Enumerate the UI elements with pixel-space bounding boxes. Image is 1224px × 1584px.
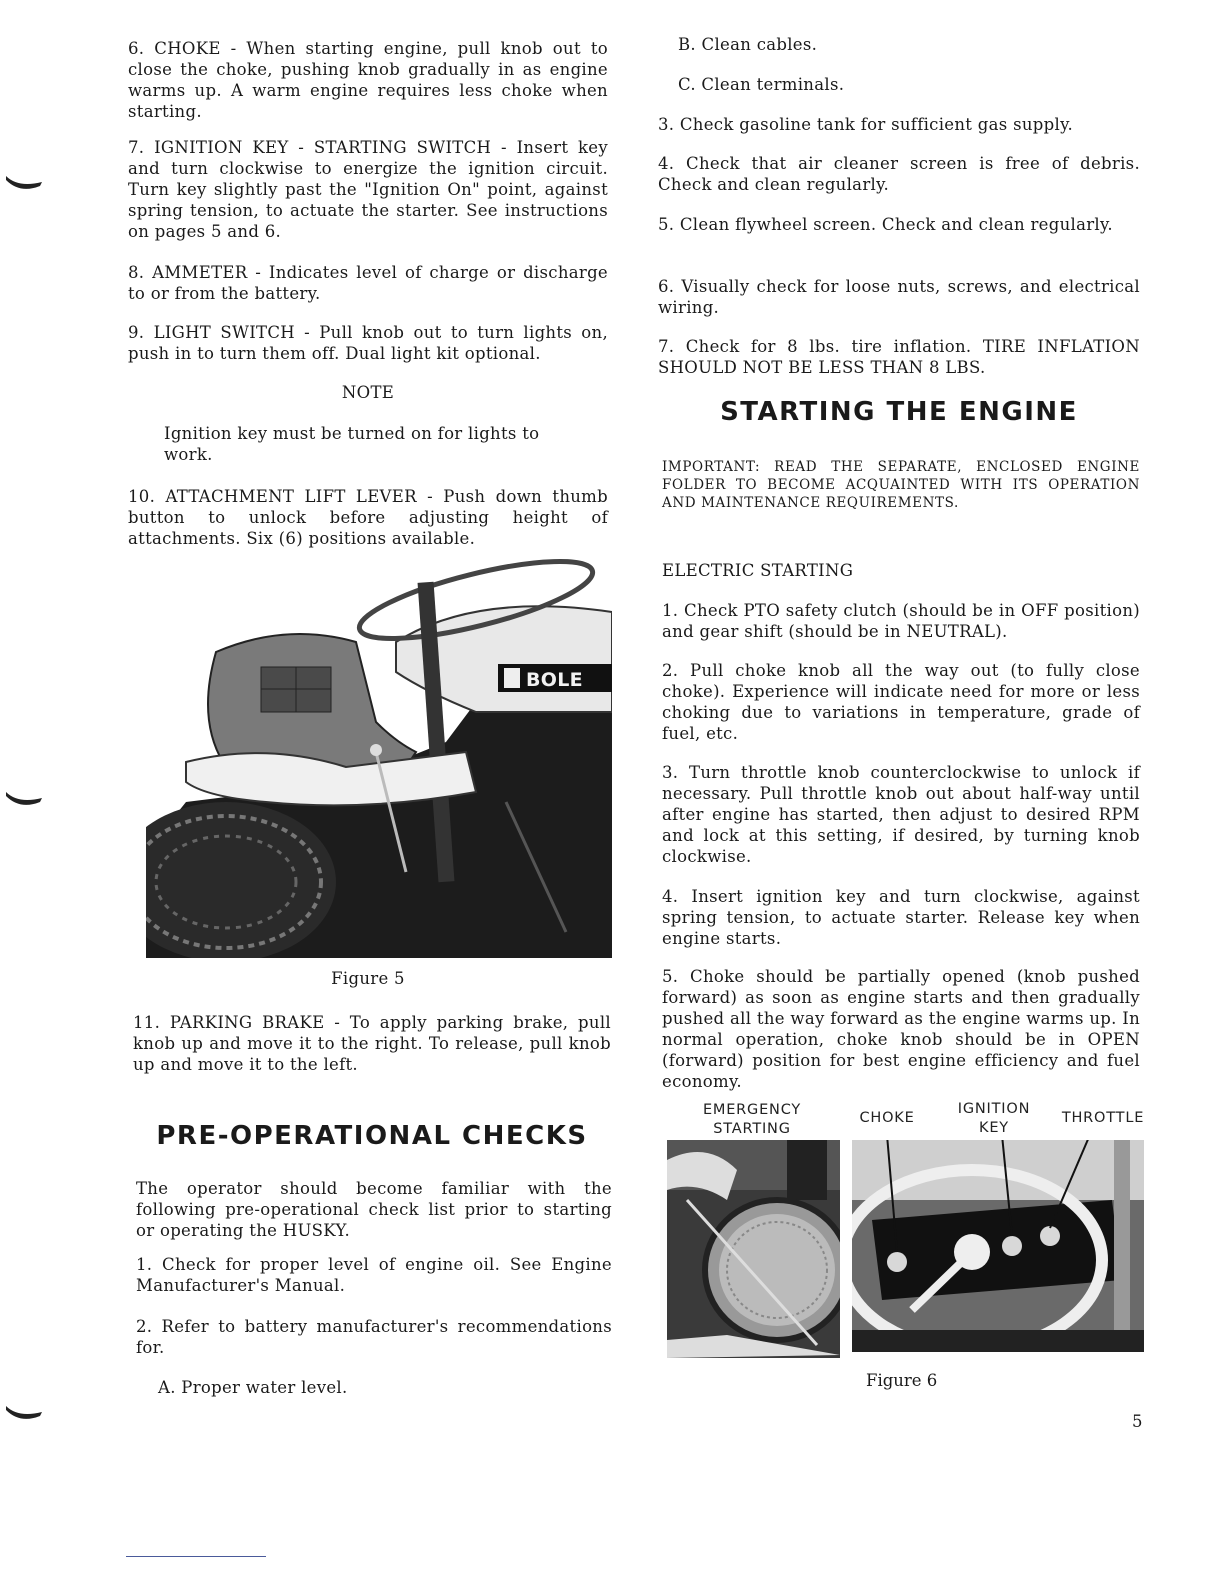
step-pto-clutch: 1. Check PTO safety clutch (should be in OFF position) and gear shift (should be in NEUTRAL). [662, 601, 1140, 641]
electric-starting-heading: ELECTRIC STARTING [662, 561, 854, 580]
label-ignition-key: IGNITION KEY [957, 1101, 1031, 1136]
item-ignition-key: 7. IGNITION KEY - STARTING SWITCH - Insert key and turn clockwise to energize the ignition circuit. Turn key slightly past the "Ignition On" point, against spring tension, to actuate the starter. See instructions on pages 5 and 6. [128, 138, 608, 241]
step-choke-knob: 2. Pull choke knob all the way out (to fully close choke). Experience will indicate need for more or less choking due to variations in temperature, grade of fuel, etc. [662, 661, 1140, 743]
note-text: Ignition key must be turned on for lights to work. [164, 424, 540, 464]
label-emergency-starting: EMERGENCY STARTING [702, 1102, 802, 1137]
note-title: NOTE [341, 383, 395, 402]
check-engine-oil: 1. Check for proper level of engine oil. See Engine Manufacturer's Manual. [136, 1255, 612, 1295]
preop-intro: The operator should become familiar with the following pre-operational check list prior to starting or operating the HUSKY. [136, 1179, 612, 1240]
check-tire-inflation: 7. Check for 8 lbs. tire inflation. TIRE INFLATION SHOULD NOT BE LESS THAN 8 LBS. [658, 337, 1140, 377]
step-throttle-knob: 3. Turn throttle knob counterclockwise to unlock if necessary. Pull throttle knob out about half-way until after engine has started, then adjust to desired RPM and lock at this setting, if desired, by turning knob clockwise. [662, 763, 1140, 866]
figure-6-caption: Figure 6 [866, 1371, 938, 1390]
binding-mark-middle [4, 788, 44, 810]
check-battery-cables: B. Clean cables. [678, 35, 818, 54]
tractor-logo: BOLE [526, 669, 583, 691]
label-throttle: THROTTLE [1061, 1110, 1145, 1126]
item-choke: 6. CHOKE - When starting engine, pull knob out to close the choke, pushing knob gradually in as engine warms up. A warm engine requires less choke when starting. [128, 39, 608, 121]
important-notice: IMPORTANT: READ THE SEPARATE, ENCLOSED ENGINE FOLDER TO BECOME ACQUAINTED WITH ITS OPERATION AND MAINTENANCE REQUIREMENTS. [662, 459, 1140, 511]
item-parking-brake: 11. PARKING BRAKE - To apply parking brake, pull knob up and move it to the right. To release, pull knob up and move it to the left. [133, 1013, 611, 1074]
step-choke-open: 5. Choke should be partially opened (knob pushed forward) as soon as engine starts and then gradually pushed all the way forward as the engine warms up. In normal operation, choke knob should be in OPEN (forward) position for best engine efficiency and fuel economy. [662, 967, 1140, 1091]
page-number: 5 [1132, 1412, 1143, 1431]
check-air-cleaner: 4. Check that air cleaner screen is free of debris. Check and clean regularly. [658, 154, 1140, 194]
figure-6-emergency-starting-photo [667, 1140, 840, 1358]
figure-5-tractor-photo [146, 552, 612, 958]
item-attachment-lift-lever: 10. ATTACHMENT LIFT LEVER - Push down thumb button to unlock before adjusting height of attachments. Six (6) positions available. [128, 487, 608, 548]
starting-the-engine-heading: STARTING THE ENGINE [720, 397, 1078, 427]
check-nuts-screws: 6. Visually check for loose nuts, screws, and electrical wiring. [658, 277, 1140, 317]
pre-operational-checks-heading: PRE-OPERATIONAL CHECKS [156, 1121, 588, 1151]
item-light-switch: 9. LIGHT SWITCH - Pull knob out to turn lights on, push in to turn them off. Dual light kit optional. [128, 323, 608, 363]
check-flywheel: 5. Clean flywheel screen. Check and clean regularly. [658, 215, 1113, 234]
figure-6-dashboard-photo [852, 1140, 1144, 1352]
item-ammeter: 8. AMMETER - Indicates level of charge or discharge to or from the battery. [128, 263, 608, 303]
binding-mark-bottom [4, 1402, 44, 1424]
binding-mark-top [4, 172, 44, 194]
label-choke: CHOKE [859, 1110, 915, 1126]
check-battery-terminals: C. Clean terminals. [678, 75, 845, 94]
check-gasoline: 3. Check gasoline tank for sufficient gas supply. [658, 115, 1074, 134]
step-ignition-key: 4. Insert ignition key and turn clockwise, against spring tension, to actuate starter. Release key when engine starts. [662, 887, 1140, 948]
left-column [128, 0, 612, 1584]
footer-rule [126, 1556, 266, 1557]
figure-5-caption: Figure 5 [331, 969, 405, 988]
check-battery: 2. Refer to battery manufacturer's recommendations for. [136, 1317, 612, 1357]
check-battery-water: A. Proper water level. [158, 1378, 348, 1397]
